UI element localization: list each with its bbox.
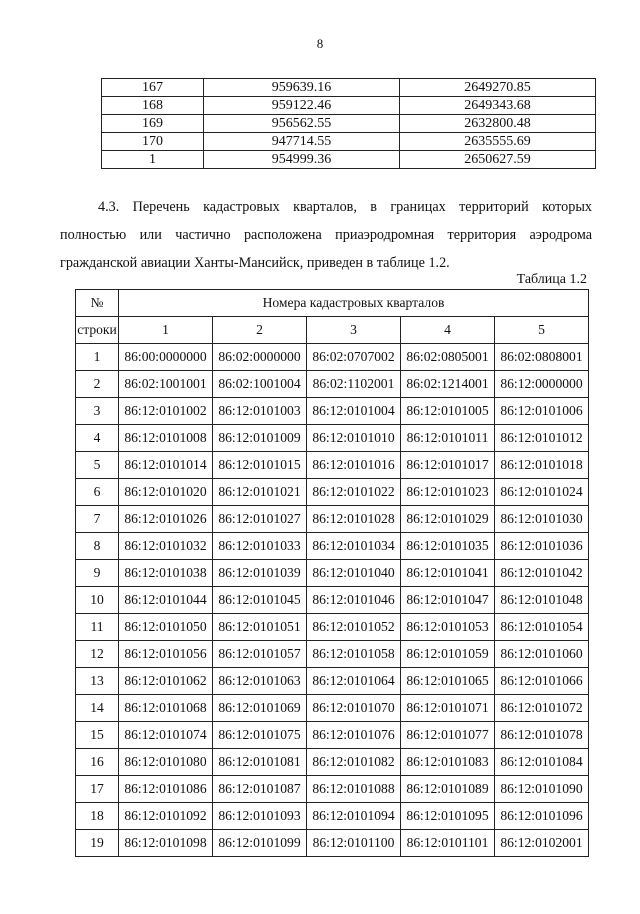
cadastral-number-cell: 86:12:0101082 — [307, 749, 401, 776]
cadastral-number-cell: 86:12:0101095 — [401, 803, 495, 830]
row-number-cell: 16 — [76, 749, 119, 776]
table-row — [76, 560, 589, 587]
header-cadastral-quarters: Номера кадастровых кварталов — [119, 290, 589, 317]
row-number-cell: 14 — [76, 695, 119, 722]
coordinates-row — [102, 151, 596, 169]
coordinates-table-body — [102, 79, 596, 169]
cadastral-number-cell: 86:02:0808001 — [495, 344, 589, 371]
cadastral-number-cell: 86:12:0101014 — [119, 452, 213, 479]
row-number-cell: 4 — [76, 425, 119, 452]
table-row — [76, 614, 589, 641]
y-coordinate-cell: 2649270.85 — [400, 79, 596, 97]
cadastral-number-cell: 86:12:0101083 — [401, 749, 495, 776]
cadastral-quarters-table-body — [76, 290, 589, 857]
cadastral-number-cell: 86:12:0101075 — [213, 722, 307, 749]
row-number-cell: 10 — [76, 587, 119, 614]
row-number-cell: 8 — [76, 533, 119, 560]
cadastral-number-cell: 86:12:0101021 — [213, 479, 307, 506]
column-number-header: 4 — [401, 317, 495, 344]
cadastral-number-cell: 86:12:0101010 — [307, 425, 401, 452]
row-number-cell: 2 — [76, 371, 119, 398]
cadastral-number-cell: 86:12:0101070 — [307, 695, 401, 722]
cadastral-number-cell: 86:12:0101057 — [213, 641, 307, 668]
cadastral-number-cell: 86:12:0101090 — [495, 776, 589, 803]
cadastral-number-cell: 86:12:0101048 — [495, 587, 589, 614]
coordinates-row — [102, 115, 596, 133]
point-number-cell: 1 — [102, 151, 204, 169]
table-header-row — [76, 290, 589, 317]
cadastral-number-cell: 86:12:0101098 — [119, 830, 213, 857]
cadastral-number-cell: 86:12:0101065 — [401, 668, 495, 695]
cadastral-number-cell: 86:12:0101063 — [213, 668, 307, 695]
cadastral-number-cell: 86:02:1001004 — [213, 371, 307, 398]
y-coordinate-cell: 2632800.48 — [400, 115, 596, 133]
row-number-cell: 6 — [76, 479, 119, 506]
cadastral-number-cell: 86:12:0101033 — [213, 533, 307, 560]
cadastral-number-cell: 86:12:0101072 — [495, 695, 589, 722]
cadastral-number-cell: 86:12:0101094 — [307, 803, 401, 830]
cadastral-number-cell: 86:12:0101036 — [495, 533, 589, 560]
point-number-cell: 170 — [102, 133, 204, 151]
table-row — [76, 344, 589, 371]
cadastral-number-cell: 86:12:0101006 — [495, 398, 589, 425]
cadastral-number-cell: 86:12:0101020 — [119, 479, 213, 506]
cadastral-number-cell: 86:12:0101074 — [119, 722, 213, 749]
table-row — [76, 506, 589, 533]
cadastral-number-cell: 86:12:0101084 — [495, 749, 589, 776]
cadastral-number-cell: 86:12:0101088 — [307, 776, 401, 803]
row-number-cell: 17 — [76, 776, 119, 803]
cadastral-number-cell: 86:12:0101054 — [495, 614, 589, 641]
cadastral-number-cell: 86:12:0101046 — [307, 587, 401, 614]
cadastral-number-cell: 86:12:0101018 — [495, 452, 589, 479]
cadastral-number-cell: 86:12:0101069 — [213, 695, 307, 722]
table-row — [76, 641, 589, 668]
cadastral-number-cell: 86:12:0101076 — [307, 722, 401, 749]
y-coordinate-cell: 2635555.69 — [400, 133, 596, 151]
cadastral-number-cell: 86:12:0101080 — [119, 749, 213, 776]
cadastral-number-cell: 86:12:0101100 — [307, 830, 401, 857]
cadastral-number-cell: 86:12:0101050 — [119, 614, 213, 641]
row-number-cell: 5 — [76, 452, 119, 479]
cadastral-number-cell: 86:02:1001001 — [119, 371, 213, 398]
table-row — [76, 371, 589, 398]
table-caption: Таблица 1.2 — [516, 272, 587, 287]
cadastral-number-cell: 86:12:0101016 — [307, 452, 401, 479]
cadastral-number-cell: 86:12:0101059 — [401, 641, 495, 668]
cadastral-number-cell: 86:12:0101066 — [495, 668, 589, 695]
cadastral-number-cell: 86:12:0101029 — [401, 506, 495, 533]
row-number-cell: 3 — [76, 398, 119, 425]
x-coordinate-cell: 959122.46 — [204, 97, 400, 115]
cadastral-number-cell: 86:12:0101008 — [119, 425, 213, 452]
row-number-cell: 7 — [76, 506, 119, 533]
row-number-cell: 18 — [76, 803, 119, 830]
table-row — [76, 398, 589, 425]
table-row — [76, 425, 589, 452]
point-number-cell: 167 — [102, 79, 204, 97]
cadastral-number-cell: 86:12:0101030 — [495, 506, 589, 533]
cadastral-number-cell: 86:12:0101004 — [307, 398, 401, 425]
cadastral-number-cell: 86:12:0101015 — [213, 452, 307, 479]
table-row — [76, 452, 589, 479]
coordinates-row — [102, 79, 596, 97]
cadastral-number-cell: 86:12:0101034 — [307, 533, 401, 560]
cadastral-number-cell: 86:02:1214001 — [401, 371, 495, 398]
x-coordinate-cell: 947714.55 — [204, 133, 400, 151]
cadastral-quarters-table — [75, 289, 589, 857]
row-number-cell: 15 — [76, 722, 119, 749]
table-row — [76, 776, 589, 803]
cadastral-number-cell: 86:12:0101071 — [401, 695, 495, 722]
coordinates-row — [102, 133, 596, 151]
page-number: 8 — [316, 36, 324, 51]
cadastral-number-cell: 86:12:0101062 — [119, 668, 213, 695]
cadastral-number-cell: 86:12:0101096 — [495, 803, 589, 830]
cadastral-number-cell: 86:12:0101039 — [213, 560, 307, 587]
cadastral-number-cell: 86:12:0101060 — [495, 641, 589, 668]
cadastral-number-cell: 86:12:0101086 — [119, 776, 213, 803]
x-coordinate-cell: 959639.16 — [204, 79, 400, 97]
cadastral-number-cell: 86:12:0101005 — [401, 398, 495, 425]
cadastral-number-cell: 86:12:0102001 — [495, 830, 589, 857]
x-coordinate-cell: 954999.36 — [204, 151, 400, 169]
cadastral-number-cell: 86:12:0101087 — [213, 776, 307, 803]
table-row — [76, 749, 589, 776]
cadastral-number-cell: 86:12:0101011 — [401, 425, 495, 452]
table-column-number-row — [76, 317, 589, 344]
section-4-3-paragraph: 4.3. Перечень кадастровых кварталов, в границах территорий которых полностью или частично расположена приаэродромная территория аэродрома гражданской авиации Ханты-Мансийск, приведен в таблице 1.2. — [60, 199, 592, 271]
cadastral-number-cell: 86:12:0101024 — [495, 479, 589, 506]
table-row — [76, 830, 589, 857]
header-row-number-symbol: № — [76, 290, 119, 317]
cadastral-number-cell: 86:12:0101078 — [495, 722, 589, 749]
cadastral-number-cell: 86:12:0101053 — [401, 614, 495, 641]
y-coordinate-cell: 2649343.68 — [400, 97, 596, 115]
cadastral-number-cell: 86:12:0101044 — [119, 587, 213, 614]
table-row — [76, 722, 589, 749]
cadastral-number-cell: 86:12:0101041 — [401, 560, 495, 587]
table-row — [76, 533, 589, 560]
cadastral-number-cell: 86:02:0000000 — [213, 344, 307, 371]
cadastral-number-cell: 86:12:0101089 — [401, 776, 495, 803]
cadastral-number-cell: 86:12:0101045 — [213, 587, 307, 614]
column-number-header: 1 — [119, 317, 213, 344]
table-row — [76, 803, 589, 830]
point-number-cell: 169 — [102, 115, 204, 133]
cadastral-number-cell: 86:12:0101099 — [213, 830, 307, 857]
table-row — [76, 587, 589, 614]
column-number-header: 2 — [213, 317, 307, 344]
table-row — [76, 695, 589, 722]
cadastral-number-cell: 86:12:0101035 — [401, 533, 495, 560]
table-row — [76, 668, 589, 695]
cadastral-number-cell: 86:00:0000000 — [119, 344, 213, 371]
cadastral-number-cell: 86:12:0101077 — [401, 722, 495, 749]
cadastral-number-cell: 86:02:0707002 — [307, 344, 401, 371]
cadastral-number-cell: 86:12:0101028 — [307, 506, 401, 533]
cadastral-number-cell: 86:12:0101058 — [307, 641, 401, 668]
cadastral-number-cell: 86:12:0101047 — [401, 587, 495, 614]
cadastral-number-cell: 86:12:0101022 — [307, 479, 401, 506]
cadastral-number-cell: 86:12:0101038 — [119, 560, 213, 587]
cadastral-number-cell: 86:12:0101068 — [119, 695, 213, 722]
cadastral-number-cell: 86:12:0101032 — [119, 533, 213, 560]
cadastral-number-cell: 86:12:0101101 — [401, 830, 495, 857]
cadastral-number-cell: 86:12:0101081 — [213, 749, 307, 776]
column-number-header: 5 — [495, 317, 589, 344]
x-coordinate-cell: 956562.55 — [204, 115, 400, 133]
row-number-cell: 1 — [76, 344, 119, 371]
header-row-label: строки — [76, 317, 119, 344]
cadastral-number-cell: 86:12:0101051 — [213, 614, 307, 641]
cadastral-number-cell: 86:02:0805001 — [401, 344, 495, 371]
cadastral-number-cell: 86:02:1102001 — [307, 371, 401, 398]
cadastral-number-cell: 86:12:0101064 — [307, 668, 401, 695]
cadastral-number-cell: 86:12:0101026 — [119, 506, 213, 533]
coordinates-row — [102, 97, 596, 115]
cadastral-number-cell: 86:12:0101003 — [213, 398, 307, 425]
cadastral-number-cell: 86:12:0101012 — [495, 425, 589, 452]
table-row — [76, 479, 589, 506]
cadastral-number-cell: 86:12:0101056 — [119, 641, 213, 668]
row-number-cell: 19 — [76, 830, 119, 857]
coordinates-table — [101, 78, 596, 169]
cadastral-number-cell: 86:12:0101002 — [119, 398, 213, 425]
cadastral-number-cell: 86:12:0101052 — [307, 614, 401, 641]
cadastral-number-cell: 86:12:0101017 — [401, 452, 495, 479]
cadastral-number-cell: 86:12:0101040 — [307, 560, 401, 587]
cadastral-number-cell: 86:12:0101009 — [213, 425, 307, 452]
row-number-cell: 13 — [76, 668, 119, 695]
row-number-cell: 9 — [76, 560, 119, 587]
point-number-cell: 168 — [102, 97, 204, 115]
row-number-cell: 12 — [76, 641, 119, 668]
cadastral-number-cell: 86:12:0101023 — [401, 479, 495, 506]
column-number-header: 3 — [307, 317, 401, 344]
cadastral-number-cell: 86:12:0101092 — [119, 803, 213, 830]
cadastral-number-cell: 86:12:0101093 — [213, 803, 307, 830]
y-coordinate-cell: 2650627.59 — [400, 151, 596, 169]
cadastral-number-cell: 86:12:0101042 — [495, 560, 589, 587]
row-number-cell: 11 — [76, 614, 119, 641]
cadastral-number-cell: 86:12:0101027 — [213, 506, 307, 533]
cadastral-number-cell: 86:12:0000000 — [495, 371, 589, 398]
